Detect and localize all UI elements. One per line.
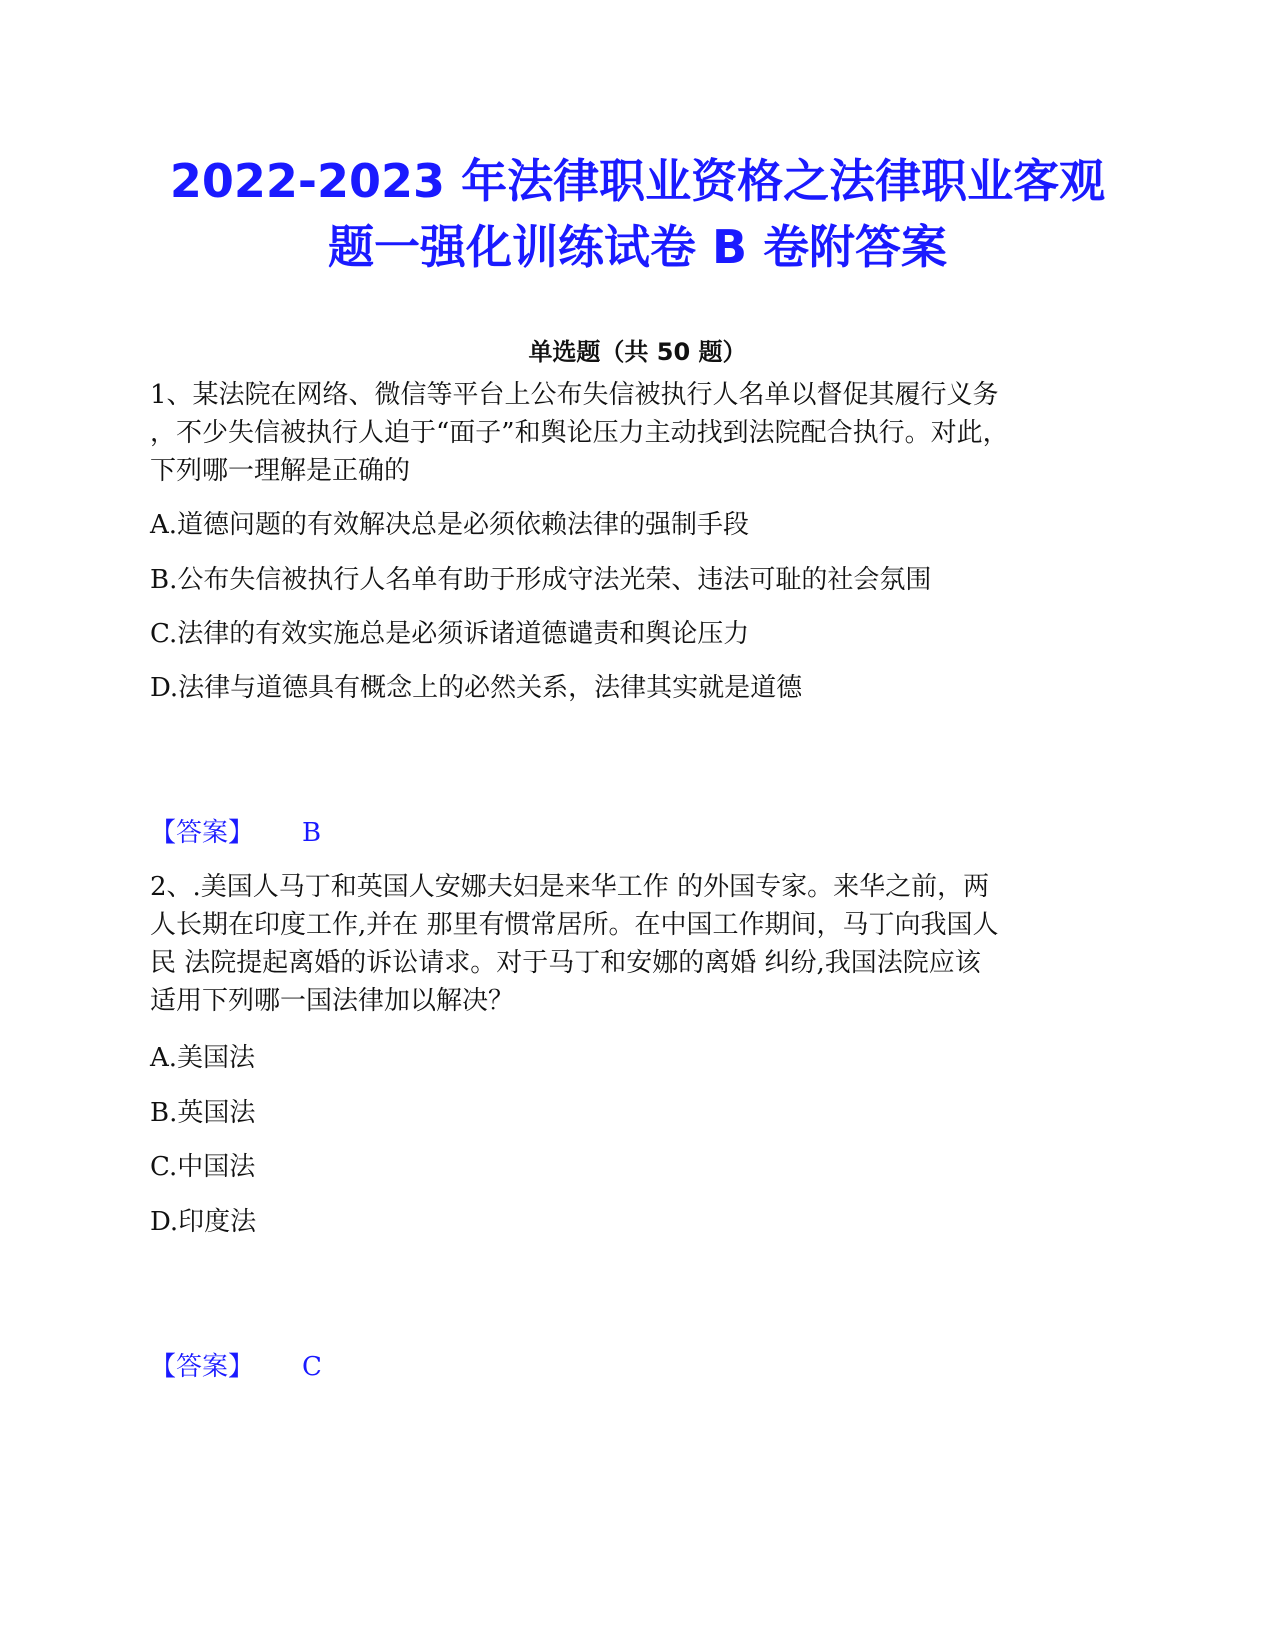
question-1-option-a: A.道德问题的有效解决总是必须依赖法律的强制手段 <box>150 510 750 540</box>
question-2-option-d: D.印度法 <box>150 1207 257 1237</box>
question-1-stem <box>150 376 1110 490</box>
section-heading: 单选题（共 50 题） <box>528 338 747 366</box>
question-2-answer <box>150 1348 322 1386</box>
question-stem-line: 民 法院提起离婚的诉讼请求。对于马丁和安娜的离婚 纠纷,我国法院应该 <box>150 948 981 978</box>
question-stem-line: 人长期在印度工作,并在 那里有惯常居所。在中国工作期间，马丁向我国人 <box>150 910 999 940</box>
question-2-stem <box>150 868 1110 1020</box>
document-title <box>0 148 1275 280</box>
question-1-option-d: D.法律与道德具有概念上的必然关系，法律其实就是道德 <box>150 673 803 703</box>
question-1-answer <box>150 814 321 852</box>
title-line-1: 2022-2023 年法律职业资格之法律职业客观 <box>169 154 1106 208</box>
answer-value: B <box>302 818 322 848</box>
question-2-option-b: B.英国法 <box>150 1098 256 1128</box>
question-stem-line: 1、某法院在网络、微信等平台上公布失信被执行人名单以督促其履行义务 <box>150 380 999 410</box>
question-stem-line: 2、.美国人马丁和英国人安娜夫妇是来华工作 的外国专家。来华之前，两 <box>150 872 990 902</box>
question-stem-line: 适用下列哪一国法律加以解决？ <box>150 986 515 1016</box>
question-1-option-b: B.公布失信被执行人名单有助于形成守法光荣、违法可耻的社会氛围 <box>150 565 932 595</box>
question-2-option-c: C.中国法 <box>150 1152 256 1182</box>
answer-label: 【答案】 <box>150 818 255 848</box>
question-stem-line: ，不少失信被执行人迫于“面子”和舆论压力主动找到法院配合执行。对此， <box>150 418 1009 448</box>
question-1-option-c: C.法律的有效实施总是必须诉诸道德谴责和舆论压力 <box>150 619 750 649</box>
answer-label: 【答案】 <box>150 1352 255 1382</box>
question-2-option-a: A.美国法 <box>150 1043 256 1073</box>
title-line-2: 题一强化训练试卷 B 卷附答案 <box>327 220 948 274</box>
question-stem-line: 下列哪一理解是正确的 <box>150 456 411 486</box>
answer-value: C <box>302 1352 322 1382</box>
